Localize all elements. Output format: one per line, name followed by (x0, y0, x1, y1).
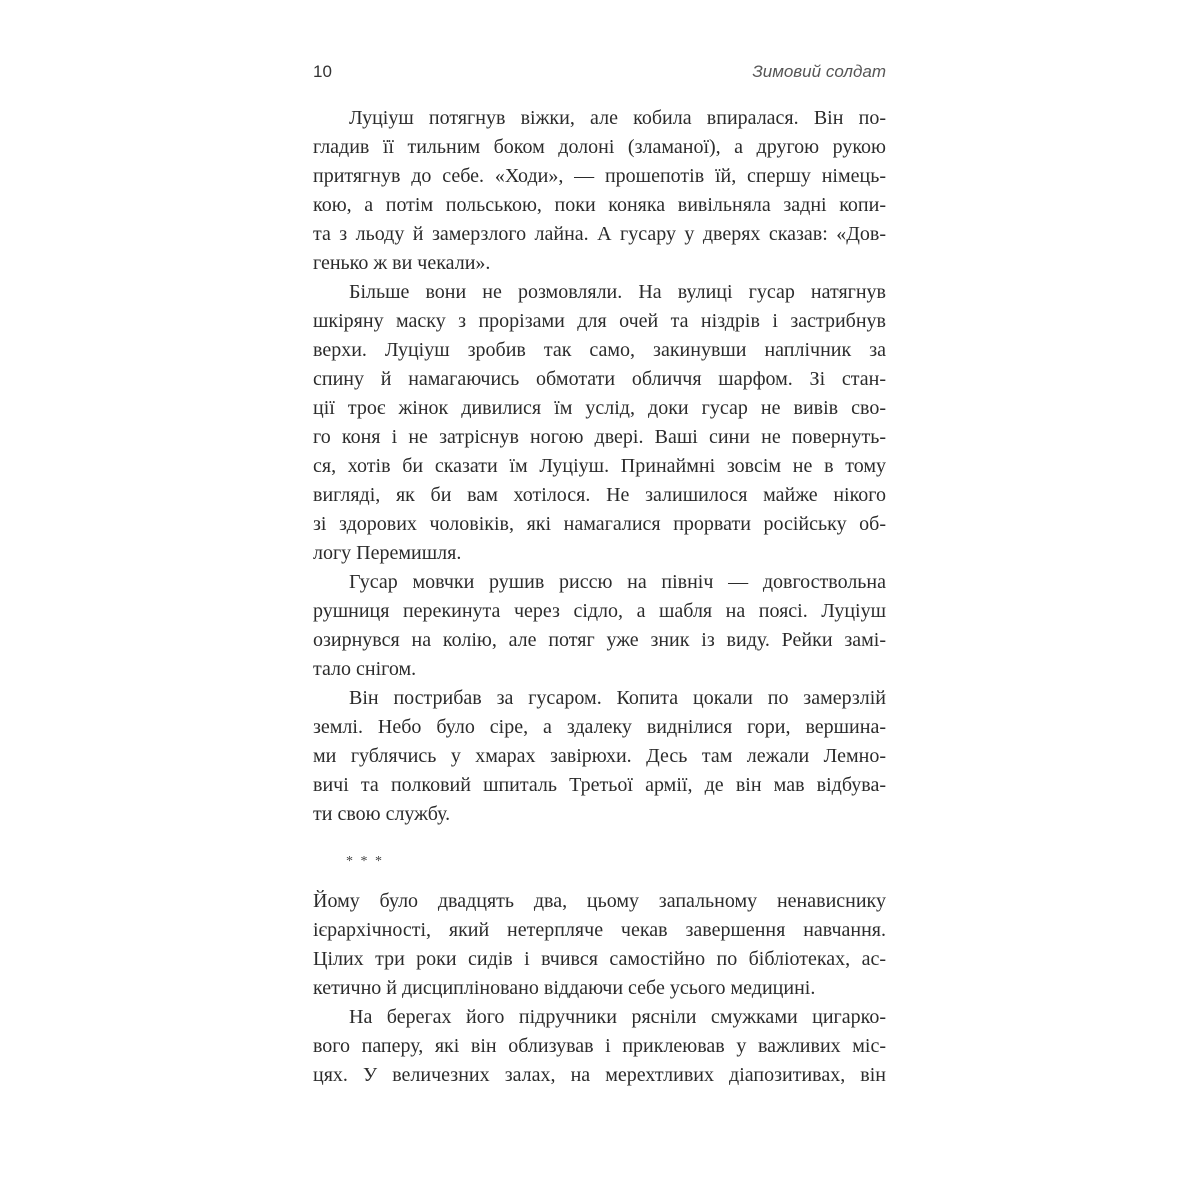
text-line: вигляді, як би вам хотілося. Не залишилося майже нікого (313, 484, 886, 506)
text-line: землі. Небо було сіре, а здалеку виднілися гори, вершина- (313, 716, 886, 738)
running-title: Зимовий солдат (752, 62, 886, 81)
text-line: верхи. Луціуш зробив так само, закинувши наплічник за (313, 339, 886, 361)
paragraph (313, 684, 886, 829)
text-line: логу Перемишля. (313, 542, 462, 564)
text-line: Більше вони не розмовляли. На вулиці гусар натягнув (349, 281, 886, 303)
text-line: ти свою службу. (313, 803, 451, 825)
text-line: озирнувся на колію, але потяг уже зник із виду. Рейки замі- (313, 629, 886, 651)
text-line: Він пострибав за гусаром. Копита цокали по замерзлій (349, 687, 886, 709)
text-line: та з льоду й замерзлого лайна. А гусару у дверях сказав: «Дов- (313, 223, 886, 245)
text-line: кою, а потім польською, поки коняка вивільняла задні копи- (313, 194, 886, 216)
text-line: ції троє жінок дивилися їм услід, доки гусар не вивів сво- (313, 397, 886, 419)
text-line: Луціуш потягнув віжки, але кобила впиралася. Він по- (349, 107, 886, 129)
text-line: тало снігом. (313, 658, 417, 680)
text-section-2 (313, 887, 886, 1090)
text-line: цях. У величезних залах, на мерехтливих діапозитивах, він (313, 1064, 886, 1086)
text-line: шкіряну маску з прорізами для очей та ніздрів і застрибнув (313, 310, 886, 332)
text-line: вичі та полковий шпиталь Третьої армії, де він мав відбува- (313, 774, 886, 796)
text-line: ся, хотів би сказати їм Луціуш. Принаймні зовсім не в тому (313, 455, 886, 477)
text-line: гладив її тильним боком долоні (зламаної), а другою рукою (313, 136, 886, 158)
text-line: На берегах його підручники рясніли смужками цигарко- (349, 1006, 886, 1028)
text-line: зі здорових чоловіків, які намагалися прорвати російську об- (313, 513, 886, 535)
text-line: спину й намагаючись обмотати обличчя шарфом. Зі стан- (313, 368, 886, 390)
page-number: 10 (313, 62, 332, 81)
paragraph (313, 278, 886, 568)
text-line: кетично й дисципліновано віддаючи себе усього медицині. (313, 977, 816, 999)
paragraph (313, 1003, 886, 1090)
text-line: Цілих три роки сидів і вчився самостійно по бібліотеках, ас- (313, 948, 886, 970)
text-line: притягнув до себе. «Ходи», — прошепотів їй, спершу німець- (313, 165, 886, 187)
paragraph (313, 104, 886, 278)
text-line: генько ж ви чекали». (313, 252, 491, 274)
text-line: Йому було двадцять два, цьому запальному ненависнику (313, 890, 886, 912)
text-line: го коня і не затріснув ногою двері. Ваші сини не повернуть- (313, 426, 886, 448)
text-line: Гусар мовчки рушив риссю на північ — довгоствольна (349, 571, 886, 593)
text-line: ієрархічності, який нетерпляче чекав завершення навчання. (313, 919, 886, 941)
paragraph (313, 887, 886, 1003)
section-break: * * * (346, 854, 384, 869)
text-line: рушниця перекинута через сідло, а шабля на поясі. Луціуш (313, 600, 886, 622)
text-section-1 (313, 104, 886, 829)
text-line: вого паперу, які він облизував і приклеював у важливих міс- (313, 1035, 886, 1057)
paragraph (313, 568, 886, 684)
text-line: ми гублячись у хмарах завірюхи. Десь там лежали Лемно- (313, 745, 886, 767)
